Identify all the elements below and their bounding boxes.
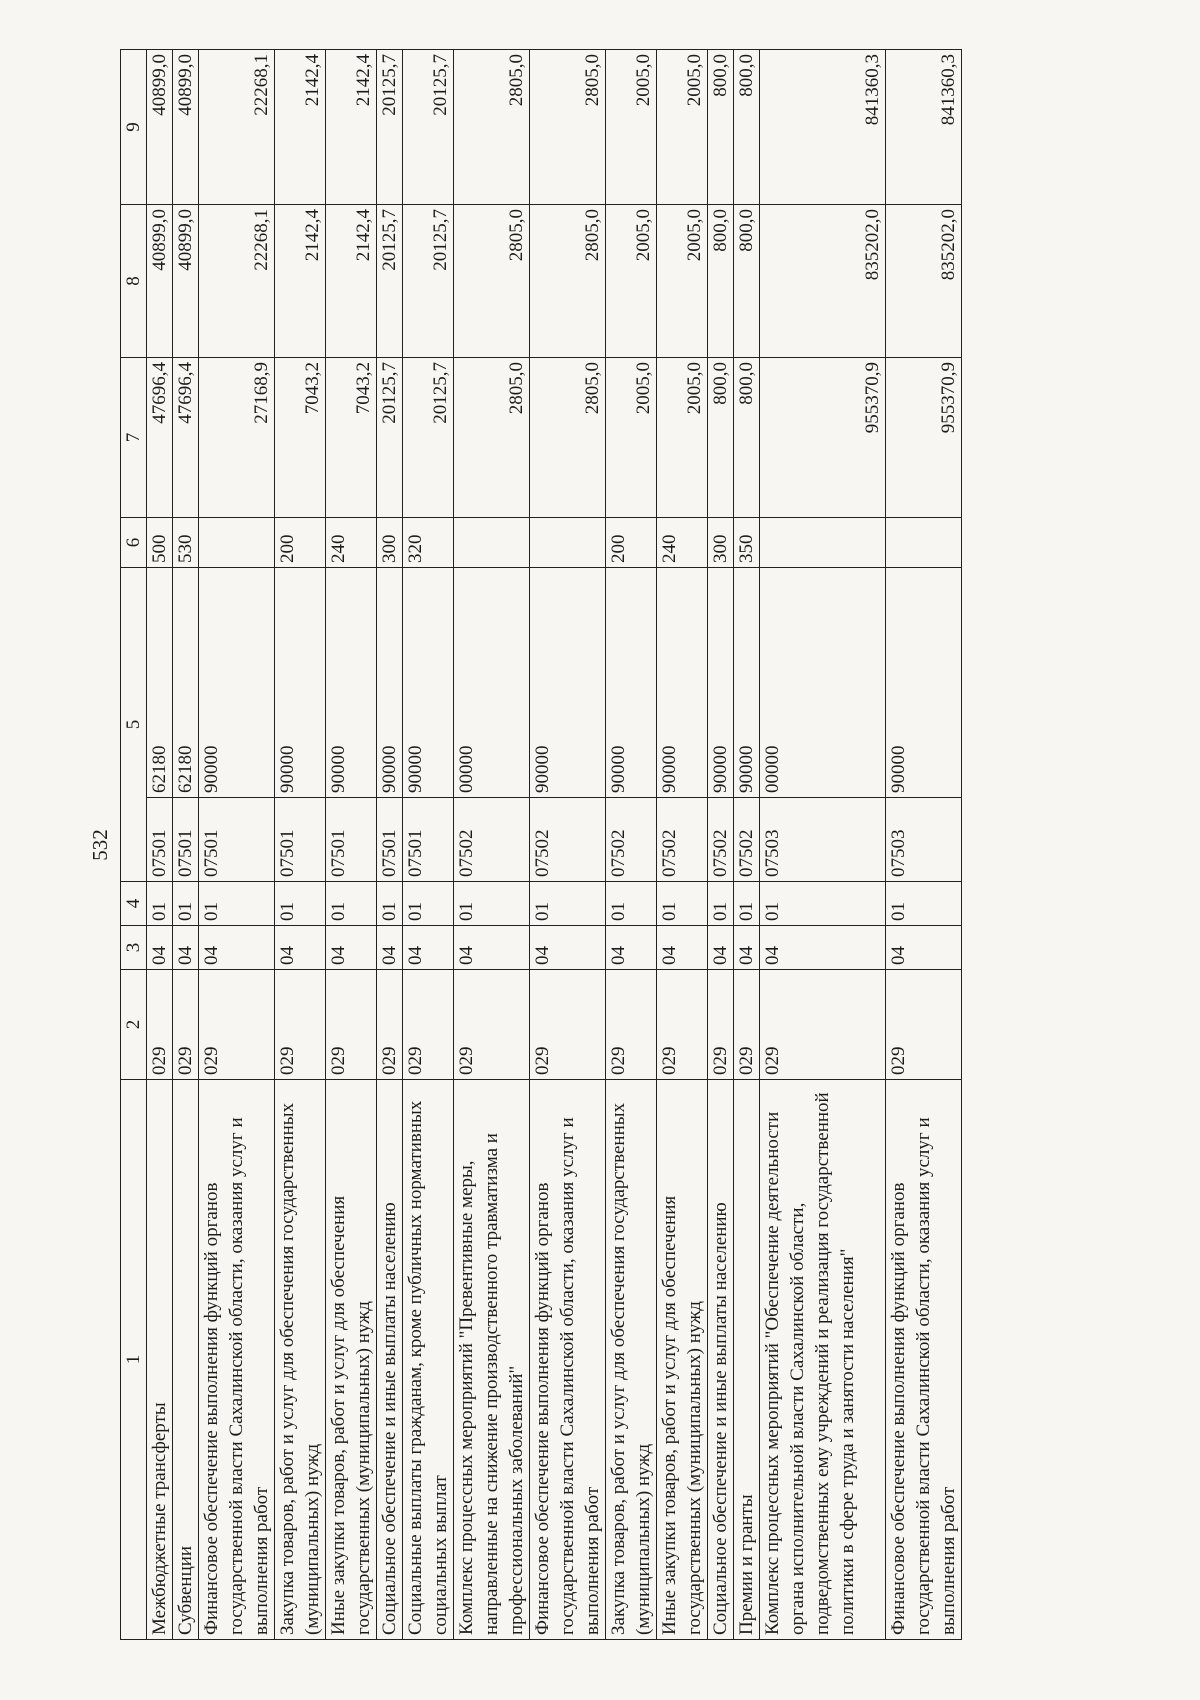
row-name-cell: Комплекс процессных мероприятий "Превентивные меры, направленные на снижение производственного травматизма и профессиональных заболеваний" [454,1080,530,1640]
amount-year3-cell: 20125,7 [377,50,403,205]
target-article-direction-cell: 90000 [886,568,962,798]
header-cell: 2 [121,970,147,1080]
target-article-program-cell: 07501 [173,798,199,882]
amount-year1-cell: 47696,4 [147,358,173,518]
target-article-program-cell: 07503 [886,798,962,882]
amount-year3-cell: 841360,3 [760,50,886,205]
target-article-program-cell: 07502 [657,798,708,882]
ministry-code-cell: 029 [734,970,760,1080]
section-code-cell: 04 [530,926,606,970]
budget-table [120,49,962,1640]
table-row [734,50,760,1640]
row-name-cell: Иные закупки товаров, работ и услуг для обеспечения государственных (муниципальных) нужд [657,1080,708,1640]
amount-year2-cell: 2805,0 [530,205,606,358]
amount-year2-cell: 20125,7 [403,205,454,358]
section-code-cell: 04 [657,926,708,970]
subsection-code-cell: 01 [403,882,454,926]
expense-type-cell [199,518,275,568]
table-row [760,50,886,1640]
table-row [657,50,708,1640]
target-article-program-cell: 07502 [530,798,606,882]
amount-year1-cell: 2005,0 [657,358,708,518]
subsection-code-cell: 01 [173,882,199,926]
target-article-direction-cell: 90000 [734,568,760,798]
amount-year1-cell: 7043,2 [275,358,326,518]
amount-year1-cell: 20125,7 [403,358,454,518]
row-name-cell: Финансовое обеспечение выполнения функций органов государственной власти Сахалинской области, оказания услуг и выполнения работ [199,1080,275,1640]
ministry-code-cell: 029 [199,970,275,1080]
table-row [377,50,403,1640]
section-code-cell: 04 [199,926,275,970]
expense-type-cell [886,518,962,568]
amount-year3-cell: 800,0 [734,50,760,205]
target-article-direction-cell: 62180 [147,568,173,798]
row-name-cell: Финансовое обеспечение выполнения функций органов государственной власти Сахалинской области, оказания услуг и выполнения работ [530,1080,606,1640]
amount-year1-cell: 800,0 [708,358,734,518]
ministry-code-cell: 029 [530,970,606,1080]
target-article-program-cell: 07501 [326,798,377,882]
amount-year1-cell: 2805,0 [530,358,606,518]
target-article-program-cell: 07502 [734,798,760,882]
target-article-program-cell: 07503 [760,798,886,882]
row-name-cell: Субвенции [173,1080,199,1640]
table-row [886,50,962,1640]
amount-year2-cell: 22268,1 [199,205,275,358]
header-cell: 8 [121,205,147,358]
header-cell: 4 [121,882,147,926]
section-code-cell: 04 [377,926,403,970]
amount-year3-cell: 2805,0 [530,50,606,205]
amount-year2-cell: 2005,0 [657,205,708,358]
subsection-code-cell: 01 [530,882,606,926]
table-header-row [121,50,147,1640]
expense-type-cell [760,518,886,568]
target-article-program-cell: 07502 [708,798,734,882]
amount-year3-cell: 2005,0 [657,50,708,205]
amount-year3-cell: 2142,4 [275,50,326,205]
row-name-cell: Финансовое обеспечение выполнения функций органов государственной власти Сахалинской области, оказания услуг и выполнения работ [886,1080,962,1640]
page-number: 532 [88,829,112,861]
target-article-direction-cell: 00000 [760,568,886,798]
header-cell: 5 [121,568,147,882]
target-article-direction-cell: 62180 [173,568,199,798]
row-name-cell: Межбюджетные трансферты [147,1080,173,1640]
ministry-code-cell: 029 [147,970,173,1080]
row-name-cell: Иные закупки товаров, работ и услуг для обеспечения государственных (муниципальных) нужд [326,1080,377,1640]
target-article-direction-cell: 90000 [275,568,326,798]
target-article-direction-cell: 90000 [403,568,454,798]
target-article-direction-cell: 90000 [377,568,403,798]
amount-year3-cell: 2142,4 [326,50,377,205]
ministry-code-cell: 029 [326,970,377,1080]
amount-year1-cell: 47696,4 [173,358,199,518]
header-cell: 1 [121,1080,147,1640]
amount-year3-cell: 2805,0 [454,50,530,205]
amount-year3-cell: 22268,1 [199,50,275,205]
rotated-document-page [80,50,1140,1640]
subsection-code-cell: 01 [377,882,403,926]
section-code-cell: 04 [403,926,454,970]
amount-year3-cell: 40899,0 [173,50,199,205]
row-name-cell: Социальное обеспечение и иные выплаты населению [708,1080,734,1640]
target-article-direction-cell: 90000 [708,568,734,798]
row-name-cell: Социальные выплаты гражданам, кроме публичных нормативных социальных выплат [403,1080,454,1640]
amount-year2-cell: 835202,0 [760,205,886,358]
header-cell: 7 [121,358,147,518]
subsection-code-cell: 01 [760,882,886,926]
expense-type-cell: 320 [403,518,454,568]
amount-year1-cell: 27168,9 [199,358,275,518]
section-code-cell: 04 [454,926,530,970]
header-cell: 6 [121,518,147,568]
subsection-code-cell: 01 [708,882,734,926]
target-article-direction-cell: 90000 [199,568,275,798]
subsection-code-cell: 01 [275,882,326,926]
table-row [199,50,275,1640]
amount-year2-cell: 800,0 [708,205,734,358]
ministry-code-cell: 029 [760,970,886,1080]
table-row [326,50,377,1640]
subsection-code-cell: 01 [326,882,377,926]
amount-year1-cell: 955370,9 [886,358,962,518]
section-code-cell: 04 [760,926,886,970]
amount-year3-cell: 800,0 [708,50,734,205]
expense-type-cell [530,518,606,568]
ministry-code-cell: 029 [377,970,403,1080]
subsection-code-cell: 01 [657,882,708,926]
target-article-program-cell: 07501 [275,798,326,882]
target-article-direction-cell: 90000 [657,568,708,798]
target-article-program-cell: 07501 [147,798,173,882]
header-cell: 3 [121,926,147,970]
amount-year1-cell: 20125,7 [377,358,403,518]
ministry-code-cell: 029 [606,970,657,1080]
ministry-code-cell: 029 [886,970,962,1080]
subsection-code-cell: 01 [147,882,173,926]
subsection-code-cell: 01 [199,882,275,926]
subsection-code-cell: 01 [734,882,760,926]
table-row [173,50,199,1640]
expense-type-cell: 200 [606,518,657,568]
section-code-cell: 04 [734,926,760,970]
row-name-cell: Социальное обеспечение и иные выплаты населению [377,1080,403,1640]
amount-year1-cell: 2805,0 [454,358,530,518]
table-row [275,50,326,1640]
section-code-cell: 04 [147,926,173,970]
section-code-cell: 04 [708,926,734,970]
expense-type-cell: 300 [377,518,403,568]
amount-year3-cell: 2005,0 [606,50,657,205]
subsection-code-cell: 01 [606,882,657,926]
row-name-cell: Закупка товаров, работ и услуг для обеспечения государственных (муниципальных) нужд [606,1080,657,1640]
table-row [454,50,530,1640]
amount-year2-cell: 2142,4 [275,205,326,358]
amount-year2-cell: 2142,4 [326,205,377,358]
amount-year3-cell: 40899,0 [147,50,173,205]
target-article-program-cell: 07501 [377,798,403,882]
row-name-cell: Закупка товаров, работ и услуг для обеспечения государственных (муниципальных) нужд [275,1080,326,1640]
amount-year2-cell: 40899,0 [173,205,199,358]
ministry-code-cell: 029 [173,970,199,1080]
amount-year2-cell: 835202,0 [886,205,962,358]
target-article-direction-cell: 90000 [326,568,377,798]
ministry-code-cell: 029 [454,970,530,1080]
target-article-direction-cell: 00000 [454,568,530,798]
target-article-program-cell: 07502 [606,798,657,882]
section-code-cell: 04 [606,926,657,970]
expense-type-cell: 500 [147,518,173,568]
subsection-code-cell: 01 [886,882,962,926]
target-article-program-cell: 07501 [199,798,275,882]
ministry-code-cell: 029 [275,970,326,1080]
amount-year1-cell: 955370,9 [760,358,886,518]
table-row [147,50,173,1640]
section-code-cell: 04 [173,926,199,970]
header-cell: 9 [121,50,147,205]
row-name-cell: Премии и гранты [734,1080,760,1640]
ministry-code-cell: 029 [708,970,734,1080]
table-row [708,50,734,1640]
target-article-program-cell: 07501 [403,798,454,882]
subsection-code-cell: 01 [454,882,530,926]
target-article-direction-cell: 90000 [530,568,606,798]
section-code-cell: 04 [886,926,962,970]
expense-type-cell [454,518,530,568]
expense-type-cell: 200 [275,518,326,568]
amount-year2-cell: 20125,7 [377,205,403,358]
row-name-cell: Комплекс процессных мероприятий "Обеспечение деятельности органа исполнительной власти Сахалинской области, подведомственных ему учреждений и реализация государственной политики в сфере труда и занятости населения" [760,1080,886,1640]
table-row [606,50,657,1640]
ministry-code-cell: 029 [657,970,708,1080]
amount-year2-cell: 40899,0 [147,205,173,358]
amount-year2-cell: 2805,0 [454,205,530,358]
expense-type-cell: 300 [708,518,734,568]
amount-year1-cell: 800,0 [734,358,760,518]
target-article-program-cell: 07502 [454,798,530,882]
amount-year2-cell: 2005,0 [606,205,657,358]
expense-type-cell: 240 [657,518,708,568]
expense-type-cell: 240 [326,518,377,568]
ministry-code-cell: 029 [403,970,454,1080]
expense-type-cell: 350 [734,518,760,568]
table-row [403,50,454,1640]
amount-year3-cell: 841360,3 [886,50,962,205]
expense-type-cell: 530 [173,518,199,568]
amount-year1-cell: 2005,0 [606,358,657,518]
amount-year2-cell: 800,0 [734,205,760,358]
table-row [530,50,606,1640]
amount-year1-cell: 7043,2 [326,358,377,518]
section-code-cell: 04 [275,926,326,970]
amount-year3-cell: 20125,7 [403,50,454,205]
section-code-cell: 04 [326,926,377,970]
target-article-direction-cell: 90000 [606,568,657,798]
